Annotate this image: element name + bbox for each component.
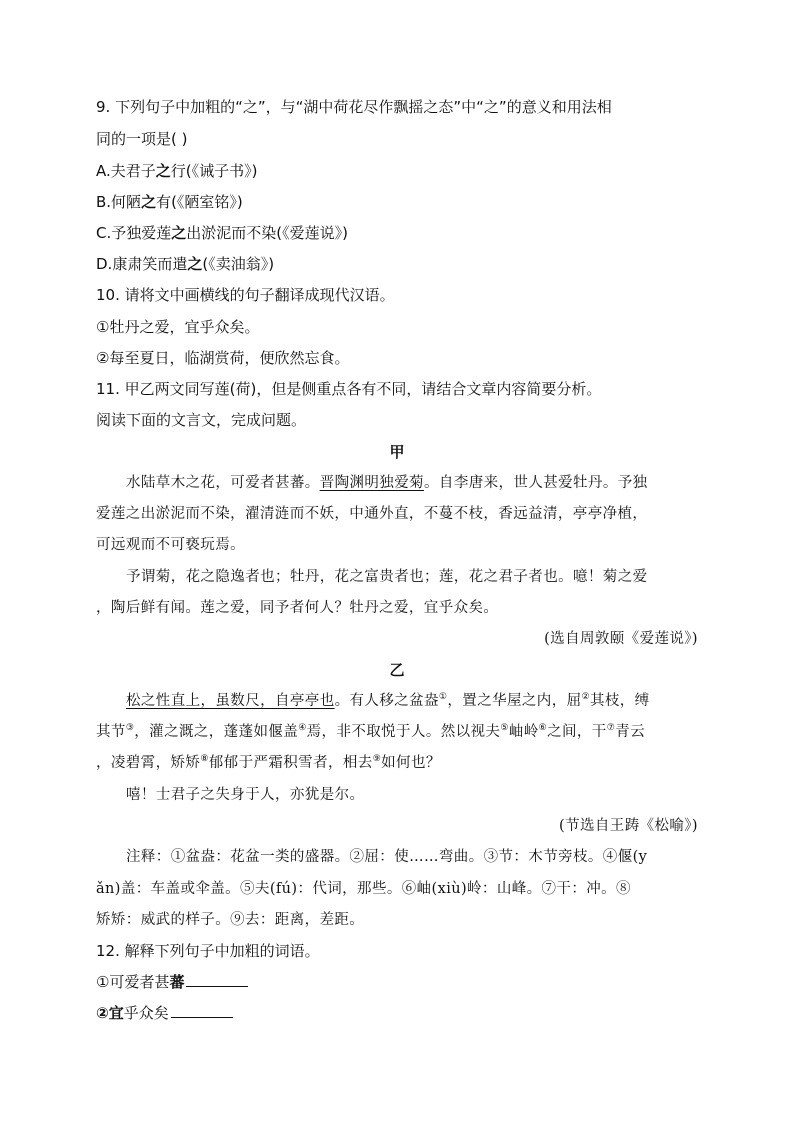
q10-sentence-2: ②每至夏日，临湖赏荷，便欣然忘食。 bbox=[96, 349, 350, 367]
jia-p2-line1: 予谓菊，花之隐逸者也；牡丹，花之富贵者也；莲，花之君子者也。噫！菊之爱 bbox=[126, 569, 648, 585]
notes-line3: 矫矫：威武的样子。⑨去：距离，差距。 bbox=[96, 912, 365, 928]
jia-p1-line3: 可远观而不可亵玩焉。 bbox=[96, 537, 245, 553]
q12-title: 12. 解释下列句子中加粗的词语。 bbox=[96, 942, 320, 960]
notes-line1: 注释：①盆盎：花盆一类的盛器。②屈：使……弯曲。③节：木节旁枝。④偃(y bbox=[126, 849, 648, 865]
passage-jia-heading: 甲 bbox=[389, 443, 405, 461]
underlined-sentence: 晋陶渊明独爱菊 bbox=[319, 475, 425, 491]
q10-sentence-1: ①牡丹之爱，宜乎众矣。 bbox=[96, 318, 260, 336]
jia-p2-line2: ，陶后鲜有闻。莲之爱，同予者何人？牡丹之爱，宜乎众矣。 bbox=[96, 600, 499, 616]
yi-source: (节选自王踌《松喻》) bbox=[559, 818, 698, 834]
notes-line2: ǎn)盖：车盖或伞盖。⑤夫(fú)：代词，那些。⑥岫(xiù)岭：山峰。⑦干：冲。⑧ bbox=[96, 881, 631, 897]
bold-word: 之 bbox=[171, 224, 187, 242]
note-marker: ⑥ bbox=[538, 723, 548, 734]
bold-word: 之 bbox=[141, 193, 157, 211]
note-marker: ⑤ bbox=[500, 723, 509, 734]
note-marker: ⑦ bbox=[606, 723, 616, 734]
bold-word: 之 bbox=[187, 255, 203, 273]
q12-item-1: ①可爱者甚蕃 bbox=[96, 971, 248, 993]
passage-yi-heading: 乙 bbox=[389, 661, 405, 679]
underlined-sentence: 松之性直上，虽数尺，自亭亭也 bbox=[126, 693, 335, 709]
bold-word: 蕃 bbox=[169, 973, 185, 991]
q9-option-d[interactable]: D.康肃笑而遣之(《卖油翁》) bbox=[96, 255, 275, 273]
q9-option-a[interactable]: A.夫君子之行(《诫子书》) bbox=[96, 162, 258, 180]
q9-stem-line1: 9. 下列句子中加粗的“之”，与“湖中荷花尽作飘摇之态”中“之”的意义和用法相 bbox=[96, 98, 612, 116]
yi-p1-line1: 松之性直上，虽数尺，自亭亭也。有人移之盆盎①，置之华屋之内，屈②其枝，缚 bbox=[126, 692, 650, 709]
q9-option-b[interactable]: B.何陋之有(《陋室铭》) bbox=[96, 193, 243, 211]
note-marker: ⑨ bbox=[372, 754, 382, 765]
q9-stem-line2: 同的一项是( ) bbox=[96, 130, 188, 148]
note-marker: ⑧ bbox=[200, 754, 209, 765]
jia-source: (选自周敦颐《爱莲说》) bbox=[544, 631, 698, 647]
jia-p1-line2: 爱莲之出淤泥而不染，濯清涟而不妖，中通外直，不蔓不枝，香远益清，亭亭净植， bbox=[96, 506, 648, 522]
yi-p1-line2: 其节③，灌之溉之，蓬蓬如偃盖④焉，非不取悦于人。然以视夫⑤岫岭⑥之间，干⑦青云 bbox=[96, 723, 645, 740]
answer-blank[interactable] bbox=[186, 972, 248, 987]
q11-title: 11. 甲乙两文同写莲(荷)，但是侧重点各有不同，请结合文章内容简要分析。 bbox=[96, 380, 602, 398]
bold-word: ②宜 bbox=[96, 1004, 124, 1022]
note-marker: ④ bbox=[298, 723, 307, 734]
note-marker: ③ bbox=[125, 723, 135, 734]
bold-word: 之 bbox=[155, 162, 171, 180]
q9-option-c[interactable]: C.予独爱莲之出淤泥而不染(《爱莲说》) bbox=[96, 224, 348, 242]
jia-p1-line1: 水陆草木之花，可爱者甚蕃。晋陶渊明独爱菊。自李唐来，世人甚爱牡丹。予独 bbox=[126, 475, 648, 491]
q12-item-2: ②宜乎众矣 bbox=[96, 1002, 233, 1024]
yi-p1-line3: ，凌碧霄，矫矫⑧郁郁于严霜积雪者，相去⑨如何也？ bbox=[96, 754, 441, 771]
q10-title: 10. 请将文中画横线的句子翻译成现代汉语。 bbox=[96, 286, 395, 304]
answer-blank[interactable] bbox=[171, 1003, 233, 1018]
note-marker: ① bbox=[438, 692, 448, 703]
reading-instruction: 阅读下面的文言文，完成问题。 bbox=[96, 411, 307, 429]
note-marker: ② bbox=[581, 692, 590, 703]
yi-p2: 嘻！士君子之失身于人，亦犹是尔。 bbox=[126, 787, 365, 803]
